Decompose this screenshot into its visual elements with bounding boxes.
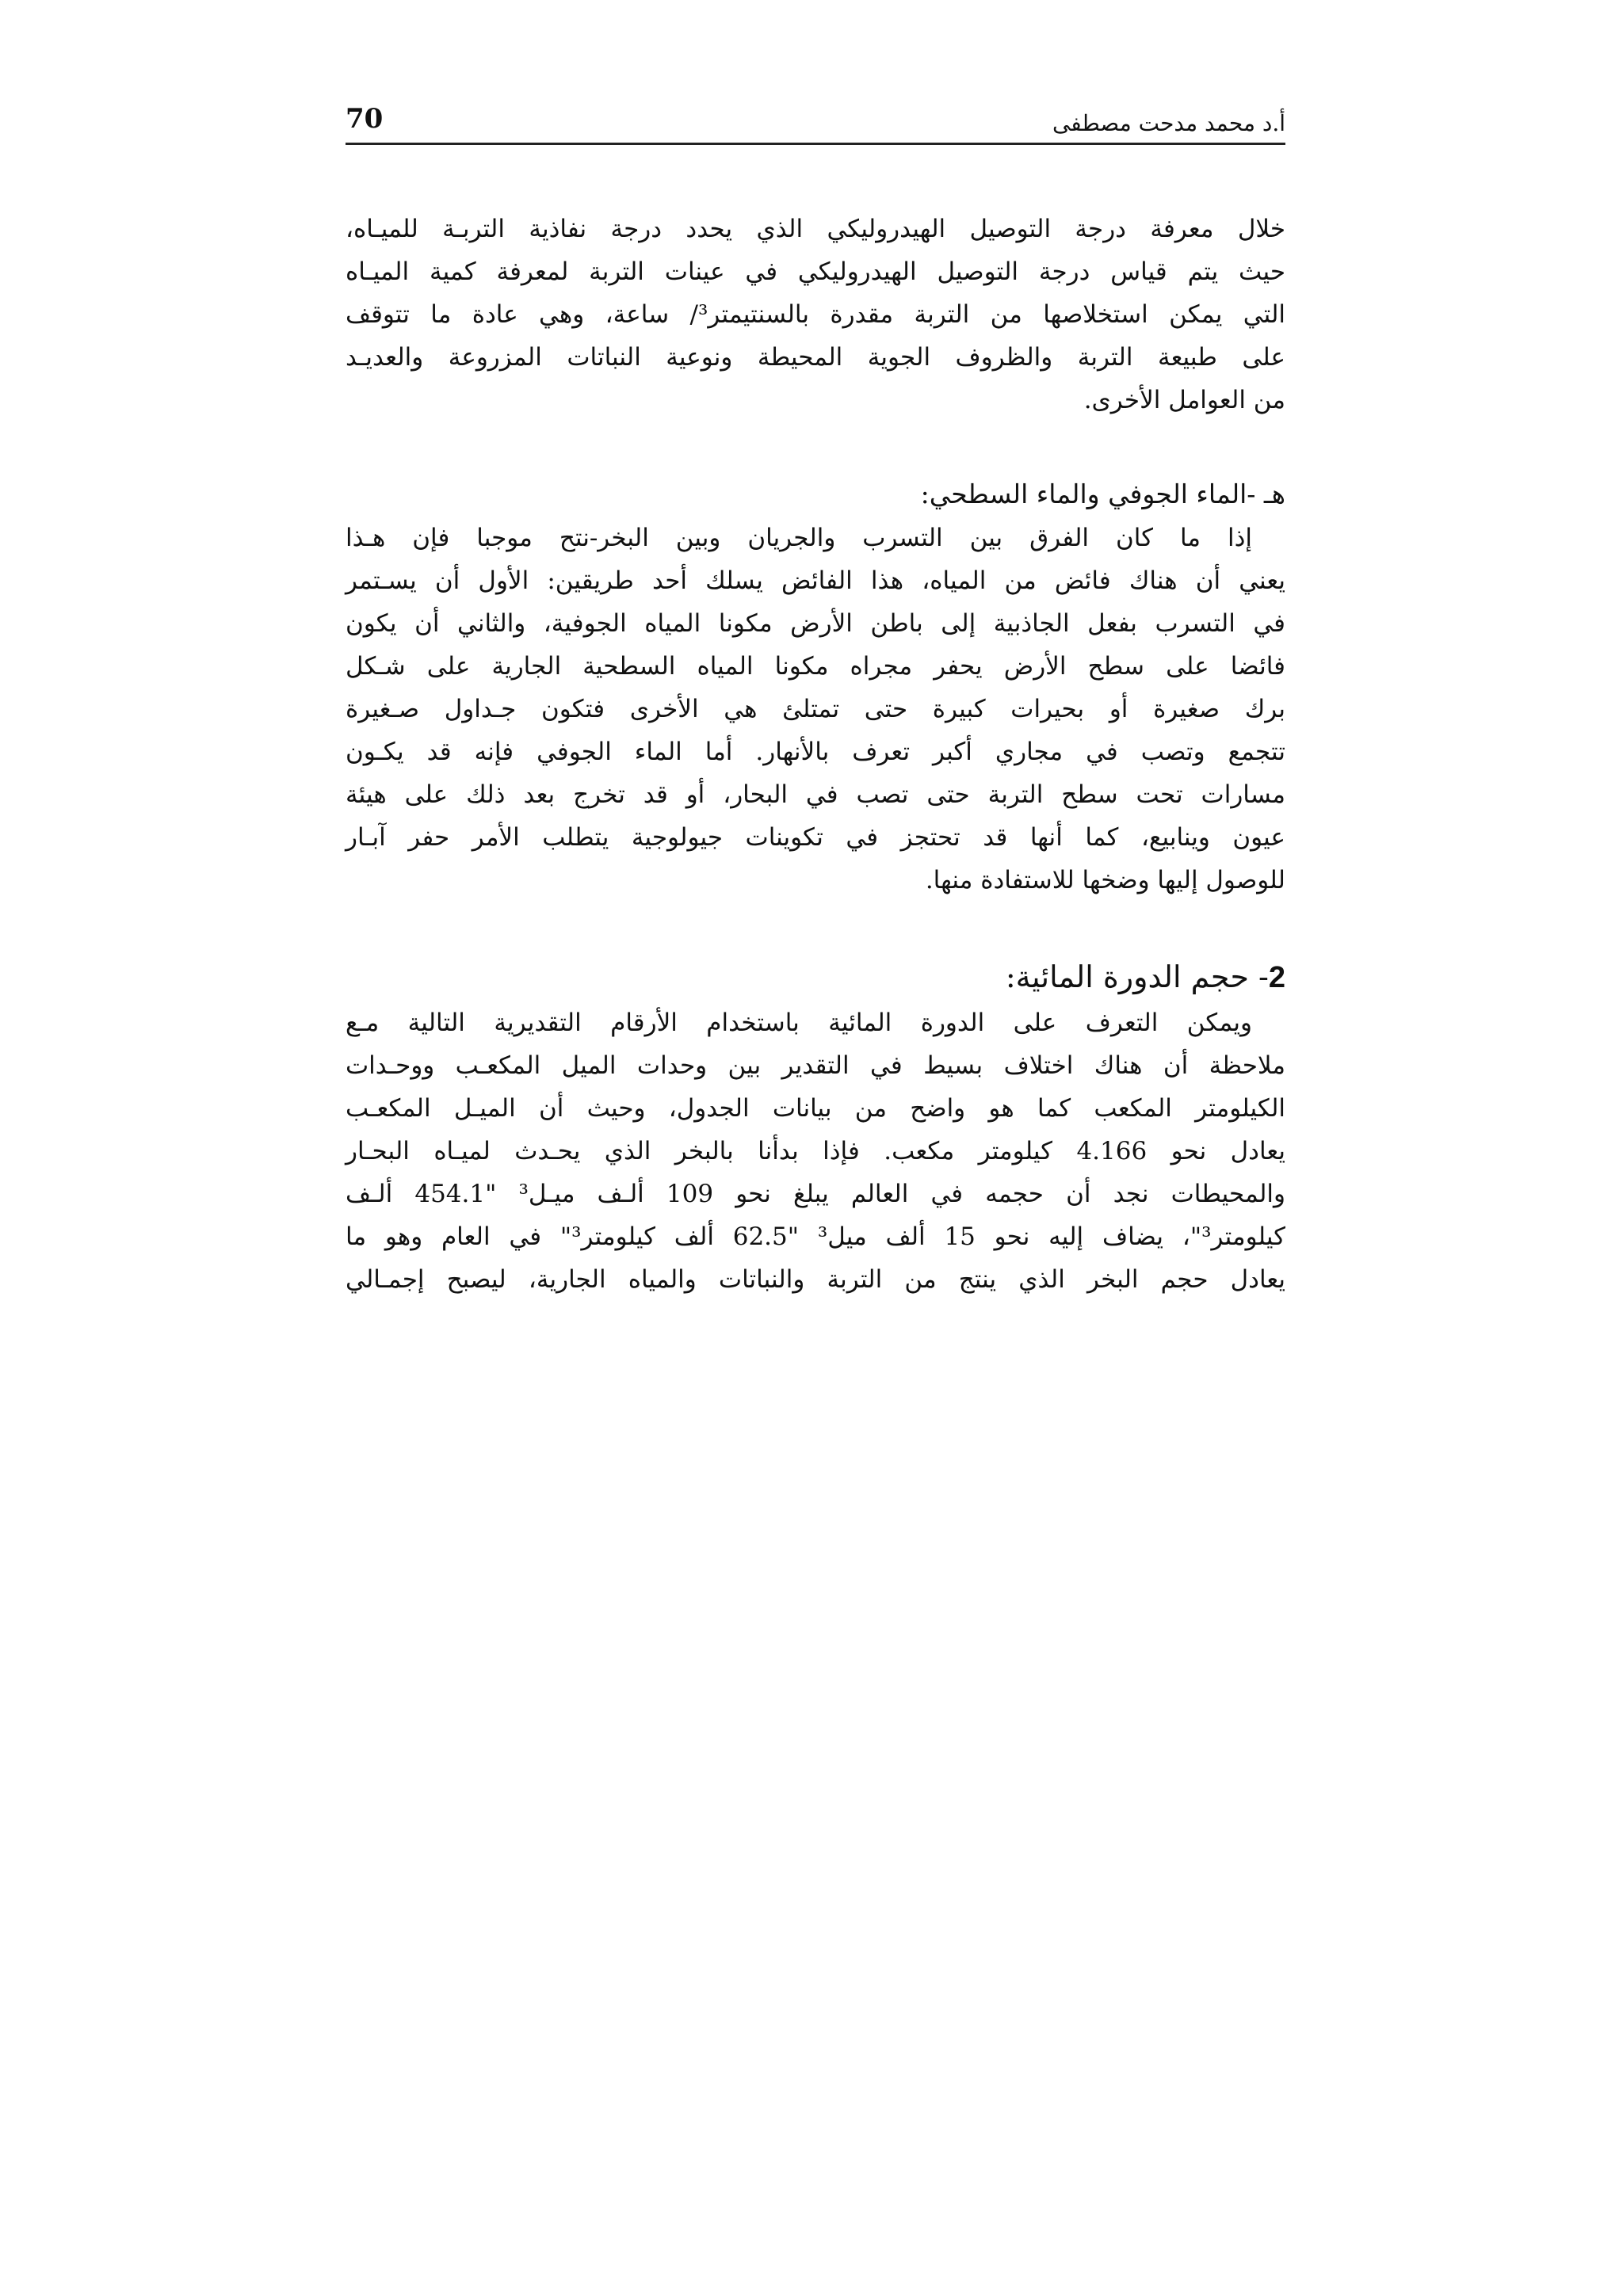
paragraph-line: تتجمع وتصب في مجاري أكبر تعرف بالأنهار. أما الماء الجوفي فإنه قد يكـون	[346, 738, 1285, 766]
paragraph-line: على طبيعة التربة والظروف الجوية المحيطة ونوعية النباتات المزروعة والعديـد	[346, 343, 1285, 372]
section-heading	[346, 952, 1285, 1001]
paragraph-line: التي يمكن استخلاصها من التربة مقدرة بالسنتيمتر³/ ساعة، وهي عادة ما تتوقف	[346, 300, 1285, 329]
paragraph-line: فائضا على سطح الأرض يحفر مجراه مكونا المياه السطحية الجارية على شـكل	[346, 652, 1285, 681]
section-heading: هـ -الماء الجوفي والماء السطحي:	[920, 479, 1285, 509]
page-header	[346, 101, 1285, 146]
paragraph-line: للوصول إليها وضخها للاستفادة منها.	[925, 866, 1285, 894]
section-groundwater-surface-water	[346, 472, 1285, 902]
paragraph-line: والمحيطات نجد أن حجمه في العالم يبلغ نحو 109 ألـف ميـل³ "454.1 ألـف	[346, 1180, 1285, 1208]
section-number: 2	[1268, 961, 1285, 994]
paragraph-line: برك صغيرة أو بحيرات كبيرة حتى تمتلئ هي الأخرى فتكون جـداول صـغيرة	[346, 695, 1285, 723]
paragraph-line: يعني أن هناك فائض من المياه، هذا الفائض يسلك أحد طريقين: الأول أن يسـتمر	[346, 566, 1285, 595]
header-author: أ.د محمد مدحت مصطفى	[1052, 110, 1285, 136]
section-water-cycle-volume	[346, 952, 1285, 1301]
paragraph-line: إذا ما كان الفرق بين التسرب والجريان وبين البخر-نتح موجبا فإن هـذا	[346, 524, 1252, 552]
paragraph-hydraulic-conductivity	[346, 208, 1285, 421]
paragraph-line: من العوامل الأخرى.	[1083, 386, 1285, 414]
paragraph-line: خلال معرفة درجة التوصيل الهيدروليكي الذي يحدد درجة نفاذية التربـة للميـاه،	[346, 215, 1285, 243]
paragraph-line: الكيلومتر المكعب كما هو واضح من بيانات الجدول، وحيث أن الميـل المكعـب	[346, 1094, 1285, 1123]
paragraph-line: في التسرب بفعل الجاذبية إلى باطن الأرض مكونا المياه الجوفية، والثاني أن يكون	[346, 609, 1285, 638]
paragraph-line: ملاحظة أن هناك اختلاف بسيط في التقدير بين وحدات الميل المكعـب ووحـدات	[346, 1051, 1285, 1080]
page-number: 70	[346, 103, 384, 135]
header-divider	[346, 143, 1285, 145]
paragraph-line: يعادل نحو 4.166 كيلومتر مكعب. فإذا بدأنا بالبخر الذي يحـدث لميـاه البحـار	[346, 1137, 1285, 1165]
section-title: - حجم الدورة المائية:	[1005, 959, 1269, 994]
paragraph-line: ويمكن التعرف على الدورة المائية باستخدام الأرقام التقديرية التالية مـع	[346, 1009, 1252, 1037]
paragraph-line: كيلومتر³"، يضاف إليه نحو 15 ألف ميل³ "62.5 ألف كيلومتر³" في العام وهو ما	[346, 1222, 1285, 1251]
paragraph-line: حيث يتم قياس درجة التوصيل الهيدروليكي في عينات التربة لمعرفة كمية الميـاه	[346, 257, 1285, 286]
page-body	[346, 208, 1285, 1301]
paragraph-line: مسارات تحت سطح التربة حتى تصب في البحار، أو قد تخرج بعد ذلك على هيئة	[346, 780, 1285, 809]
paragraph-line: يعادل حجم البخر الذي ينتج من التربة والنباتات والمياه الجارية، ليصبح إجمـالي	[346, 1265, 1285, 1294]
paragraph-line: عيون وينابيع، كما أنها قد تحتجز في تكوينات جيولوجية يتطلب الأمر حفر آبـار	[346, 823, 1285, 852]
